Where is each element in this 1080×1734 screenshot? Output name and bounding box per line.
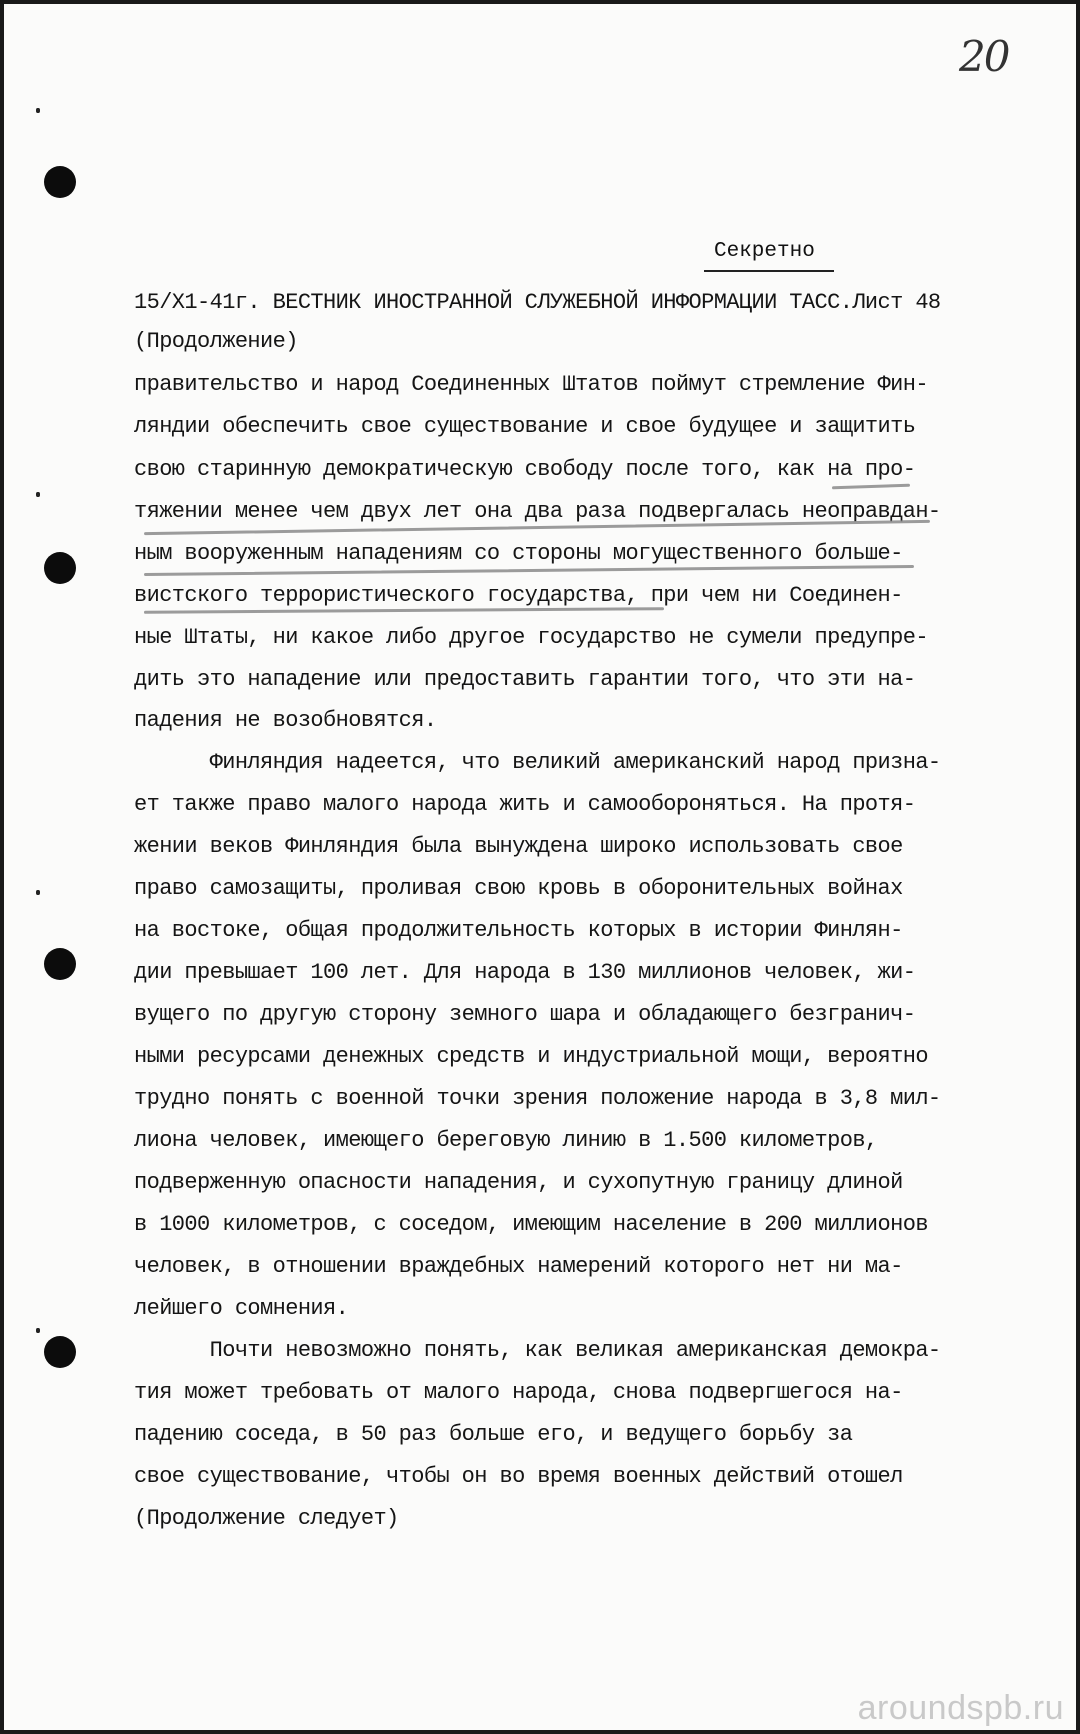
ink-speck xyxy=(36,108,40,113)
ink-speck xyxy=(36,492,40,497)
body-line: вистского террористического государства, при чем ни Соединен- xyxy=(134,583,903,608)
body-line: дии превышает 100 лет. Для народа в 130 миллионов человек, жи- xyxy=(134,960,916,985)
body-line: на востоке, общая продолжительность которых в истории Финлян- xyxy=(134,918,903,943)
body-line: падению соседа, в 50 раз больше его, и ведущего борьбу за xyxy=(134,1422,853,1447)
body-line: Финляндия надеется, что великий американский народ призна- xyxy=(134,750,941,775)
body-line: ет также право малого народа жить и самообороняться. На протя- xyxy=(134,792,916,817)
body-line: в 1000 километров, с соседом, имеющим население в 200 миллионов xyxy=(134,1212,928,1237)
pencil-underline xyxy=(144,565,914,576)
ink-speck xyxy=(36,890,40,895)
body-line: жении веков Финляндия была вынуждена широко использовать свое xyxy=(134,834,903,859)
body-line: правительство и народ Соединенных Штатов поймут стремление Фин- xyxy=(134,372,928,397)
body-line: вущего по другую сторону земного шара и обладающего безгранич- xyxy=(134,1002,916,1027)
body-line: трудно понять с военной точки зрения положение народа в 3,8 мил- xyxy=(134,1086,941,1111)
handwritten-page-number: 20 xyxy=(959,32,1009,81)
body-line: право самозащиты, проливая свою кровь в оборонительных войнах xyxy=(134,876,903,901)
punch-hole xyxy=(44,1336,76,1368)
continuation-label: (Продолжение) xyxy=(134,329,298,354)
body-line: тия может требовать от малого народа, снова подвергшегося на- xyxy=(134,1380,903,1405)
punch-hole xyxy=(44,552,76,584)
footer-continuation: (Продолжение следует) xyxy=(134,1506,399,1531)
body-line: тяжении менее чем двух лет она два раза подвергалась неоправдан- xyxy=(134,499,941,524)
ink-speck xyxy=(36,1328,40,1333)
punch-hole xyxy=(44,166,76,198)
classification-underline xyxy=(704,270,834,272)
body-line: падения не возобновятся. xyxy=(134,708,437,733)
pencil-underline xyxy=(144,607,664,614)
document-header: 15/Х1-41г. ВЕСТНИК ИНОСТРАННОЙ СЛУЖЕБНОЙ ИНФОРМАЦИИ ТАСС.Лист 48 xyxy=(134,290,941,315)
document-page xyxy=(4,4,1076,1730)
body-line: лиона человек, имеющего береговую линию в 1.500 километров, xyxy=(134,1128,878,1153)
body-line: подверженную опасности нападения, и сухопутную границу длиной xyxy=(134,1170,903,1195)
body-line: Почти невозможно понять, как великая американская демокра- xyxy=(134,1338,941,1363)
body-line: дить это нападение или предоставить гарантии того, что эти на- xyxy=(134,667,916,692)
punch-hole xyxy=(44,948,76,980)
body-line: ным вооруженным нападениям со стороны могущественного больше- xyxy=(134,541,903,566)
body-line: человек, в отношении враждебных намерений которого нет ни ма- xyxy=(134,1254,903,1279)
body-line: ляндии обеспечить свое существование и свое будущее и защитить xyxy=(134,414,916,439)
classification-mark: Секретно xyxy=(714,240,815,263)
pencil-underline xyxy=(832,484,910,490)
body-line: ные Штаты, ни какое либо другое государство не сумели предупре- xyxy=(134,625,928,650)
body-line: лейшего сомнения. xyxy=(134,1296,349,1321)
body-line: свою старинную демократическую свободу после того, как на про- xyxy=(134,457,916,482)
body-line: ными ресурсами денежных средств и индустриальной мощи, вероятно xyxy=(134,1044,928,1069)
body-line: свое существование, чтобы он во время военных действий отошел xyxy=(134,1464,903,1489)
watermark: aroundspb.ru xyxy=(857,1689,1064,1727)
